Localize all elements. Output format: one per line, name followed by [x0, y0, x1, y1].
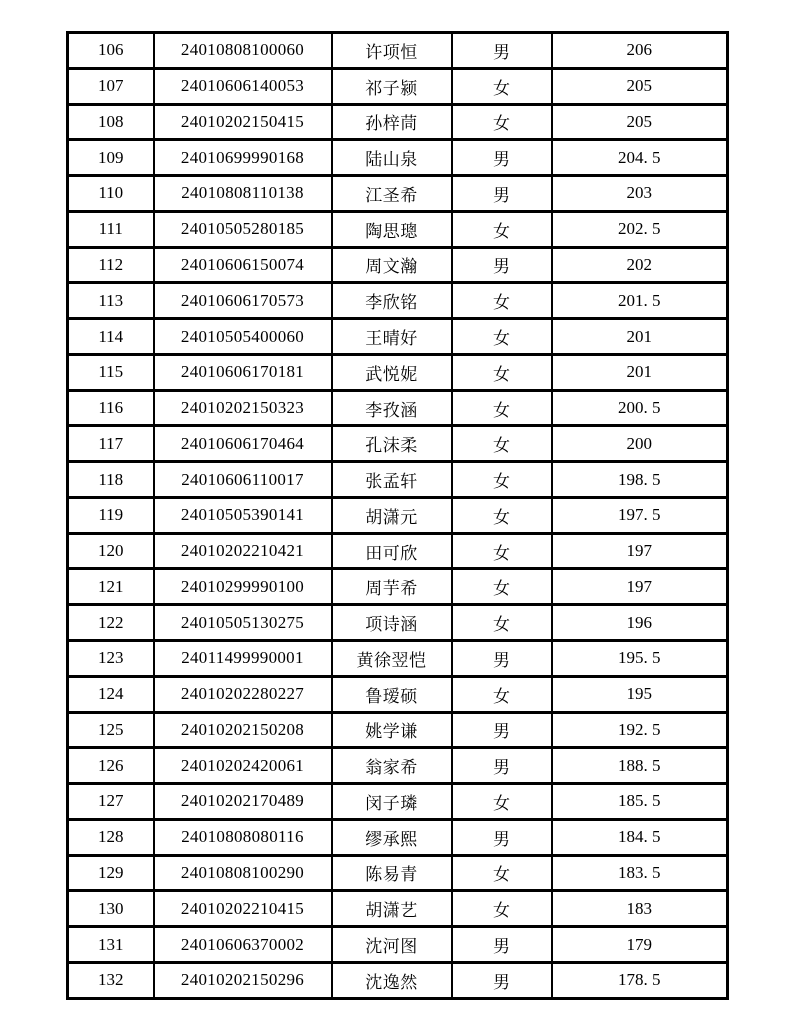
- rank-cell: 118: [68, 462, 154, 498]
- score-cell: 185. 5: [552, 784, 728, 820]
- table-row: [68, 891, 728, 927]
- exam-id-cell: 24010505130275: [154, 605, 332, 641]
- table-row: [68, 33, 728, 69]
- exam-id-cell: 24010202210421: [154, 533, 332, 569]
- name-cell: 许项恒: [332, 33, 452, 69]
- gender-cell: 女: [452, 211, 552, 247]
- score-cell: 183. 5: [552, 855, 728, 891]
- table-row: [68, 676, 728, 712]
- exam-id-cell: 24010808100290: [154, 855, 332, 891]
- score-cell: 202. 5: [552, 211, 728, 247]
- name-cell: 闵子璘: [332, 784, 452, 820]
- rank-cell: 121: [68, 569, 154, 605]
- exam-id-cell: 24010808100060: [154, 33, 332, 69]
- name-cell: 江圣希: [332, 176, 452, 212]
- rank-cell: 127: [68, 784, 154, 820]
- name-cell: 李孜涵: [332, 390, 452, 426]
- exam-id-cell: 24010606150074: [154, 247, 332, 283]
- gender-cell: 女: [452, 855, 552, 891]
- name-cell: 胡潇元: [332, 497, 452, 533]
- exam-id-cell: 24010202170489: [154, 784, 332, 820]
- table-row: [68, 176, 728, 212]
- rank-cell: 110: [68, 176, 154, 212]
- gender-cell: 女: [452, 462, 552, 498]
- name-cell: 王晴好: [332, 319, 452, 355]
- exam-id-cell: 24010202150296: [154, 962, 332, 998]
- exam-id-cell: 24010505390141: [154, 497, 332, 533]
- gender-cell: 男: [452, 819, 552, 855]
- table-row: [68, 497, 728, 533]
- name-cell: 鲁瑷硕: [332, 676, 452, 712]
- table-row: [68, 927, 728, 963]
- rank-cell: 132: [68, 962, 154, 998]
- gender-cell: 女: [452, 497, 552, 533]
- score-cell: 188. 5: [552, 748, 728, 784]
- table-row: [68, 533, 728, 569]
- score-cell: 197: [552, 569, 728, 605]
- name-cell: 李欣铭: [332, 283, 452, 319]
- table-row: [68, 641, 728, 677]
- score-cell: 204. 5: [552, 140, 728, 176]
- table-row: [68, 247, 728, 283]
- table-row: [68, 319, 728, 355]
- table-row: [68, 68, 728, 104]
- rank-cell: 111: [68, 211, 154, 247]
- table-row: [68, 569, 728, 605]
- exam-id-cell: 24010202280227: [154, 676, 332, 712]
- score-cell: 178. 5: [552, 962, 728, 998]
- gender-cell: 女: [452, 569, 552, 605]
- gender-cell: 女: [452, 676, 552, 712]
- name-cell: 黄徐翌恺: [332, 641, 452, 677]
- exam-id-cell: 24011499990001: [154, 641, 332, 677]
- score-cell: 201: [552, 354, 728, 390]
- score-cell: 183: [552, 891, 728, 927]
- score-cell: 206: [552, 33, 728, 69]
- rank-cell: 122: [68, 605, 154, 641]
- rank-cell: 106: [68, 33, 154, 69]
- table-row: [68, 962, 728, 998]
- score-cell: 184. 5: [552, 819, 728, 855]
- name-cell: 武悦妮: [332, 354, 452, 390]
- name-cell: 周文瀚: [332, 247, 452, 283]
- gender-cell: 男: [452, 927, 552, 963]
- gender-cell: 男: [452, 641, 552, 677]
- rank-cell: 131: [68, 927, 154, 963]
- rank-cell: 113: [68, 283, 154, 319]
- exam-id-cell: 24010202150208: [154, 712, 332, 748]
- name-cell: 孙梓茼: [332, 104, 452, 140]
- score-cell: 195: [552, 676, 728, 712]
- rank-cell: 130: [68, 891, 154, 927]
- rank-cell: 108: [68, 104, 154, 140]
- name-cell: 田可欣: [332, 533, 452, 569]
- exam-id-cell: 24010606370002: [154, 927, 332, 963]
- exam-id-cell: 24010606170464: [154, 426, 332, 462]
- gender-cell: 女: [452, 354, 552, 390]
- gender-cell: 女: [452, 426, 552, 462]
- exam-id-cell: 24010202150323: [154, 390, 332, 426]
- rank-cell: 124: [68, 676, 154, 712]
- exam-id-cell: 24010299990100: [154, 569, 332, 605]
- gender-cell: 男: [452, 247, 552, 283]
- rank-cell: 119: [68, 497, 154, 533]
- table-row: [68, 605, 728, 641]
- gender-cell: 女: [452, 283, 552, 319]
- score-cell: 198. 5: [552, 462, 728, 498]
- gender-cell: 女: [452, 390, 552, 426]
- table-row: [68, 426, 728, 462]
- score-cell: 205: [552, 104, 728, 140]
- score-cell: 195. 5: [552, 641, 728, 677]
- exam-id-cell: 24010606170181: [154, 354, 332, 390]
- name-cell: 张孟轩: [332, 462, 452, 498]
- rank-cell: 120: [68, 533, 154, 569]
- exam-id-cell: 24010699990168: [154, 140, 332, 176]
- exam-id-cell: 24010202420061: [154, 748, 332, 784]
- exam-id-cell: 24010808080116: [154, 819, 332, 855]
- table-row: [68, 390, 728, 426]
- gender-cell: 女: [452, 533, 552, 569]
- score-cell: 201. 5: [552, 283, 728, 319]
- rank-cell: 109: [68, 140, 154, 176]
- name-cell: 沈河图: [332, 927, 452, 963]
- gender-cell: 女: [452, 319, 552, 355]
- table-row: [68, 784, 728, 820]
- gender-cell: 男: [452, 176, 552, 212]
- rank-cell: 115: [68, 354, 154, 390]
- exam-id-cell: 24010606140053: [154, 68, 332, 104]
- rank-cell: 125: [68, 712, 154, 748]
- name-cell: 胡潇艺: [332, 891, 452, 927]
- gender-cell: 女: [452, 104, 552, 140]
- rank-cell: 114: [68, 319, 154, 355]
- table-row: [68, 819, 728, 855]
- gender-cell: 男: [452, 712, 552, 748]
- name-cell: 沈逸然: [332, 962, 452, 998]
- score-cell: 179: [552, 927, 728, 963]
- table-row: [68, 104, 728, 140]
- score-cell: 200. 5: [552, 390, 728, 426]
- gender-cell: 女: [452, 68, 552, 104]
- table-row: [68, 283, 728, 319]
- table-row: [68, 140, 728, 176]
- gender-cell: 女: [452, 891, 552, 927]
- gender-cell: 女: [452, 605, 552, 641]
- exam-id-cell: 24010202150415: [154, 104, 332, 140]
- score-cell: 196: [552, 605, 728, 641]
- score-cell: 203: [552, 176, 728, 212]
- table-row: [68, 462, 728, 498]
- gender-cell: 男: [452, 962, 552, 998]
- exam-id-cell: 24010606170573: [154, 283, 332, 319]
- score-table-body: [68, 33, 728, 999]
- gender-cell: 男: [452, 748, 552, 784]
- name-cell: 陆山泉: [332, 140, 452, 176]
- rank-cell: 116: [68, 390, 154, 426]
- rank-cell: 107: [68, 68, 154, 104]
- table-row: [68, 211, 728, 247]
- rank-cell: 123: [68, 641, 154, 677]
- score-cell: 200: [552, 426, 728, 462]
- score-cell: 197. 5: [552, 497, 728, 533]
- exam-id-cell: 24010808110138: [154, 176, 332, 212]
- gender-cell: 男: [452, 140, 552, 176]
- name-cell: 祁子颍: [332, 68, 452, 104]
- score-cell: 192. 5: [552, 712, 728, 748]
- rank-cell: 117: [68, 426, 154, 462]
- name-cell: 周芋希: [332, 569, 452, 605]
- name-cell: 陶思璁: [332, 211, 452, 247]
- rank-cell: 126: [68, 748, 154, 784]
- rank-cell: 128: [68, 819, 154, 855]
- name-cell: 项诗涵: [332, 605, 452, 641]
- name-cell: 姚学谦: [332, 712, 452, 748]
- score-cell: 201: [552, 319, 728, 355]
- name-cell: 缪承熙: [332, 819, 452, 855]
- name-cell: 陈易青: [332, 855, 452, 891]
- exam-id-cell: 24010505280185: [154, 211, 332, 247]
- gender-cell: 女: [452, 784, 552, 820]
- rank-cell: 129: [68, 855, 154, 891]
- name-cell: 翁家希: [332, 748, 452, 784]
- score-cell: 197: [552, 533, 728, 569]
- exam-id-cell: 24010505400060: [154, 319, 332, 355]
- name-cell: 孔沫柔: [332, 426, 452, 462]
- score-table: [66, 31, 729, 1000]
- table-row: [68, 748, 728, 784]
- table-row: [68, 354, 728, 390]
- score-cell: 205: [552, 68, 728, 104]
- table-row: [68, 855, 728, 891]
- exam-id-cell: 24010202210415: [154, 891, 332, 927]
- gender-cell: 男: [452, 33, 552, 69]
- score-cell: 202: [552, 247, 728, 283]
- exam-id-cell: 24010606110017: [154, 462, 332, 498]
- table-row: [68, 712, 728, 748]
- rank-cell: 112: [68, 247, 154, 283]
